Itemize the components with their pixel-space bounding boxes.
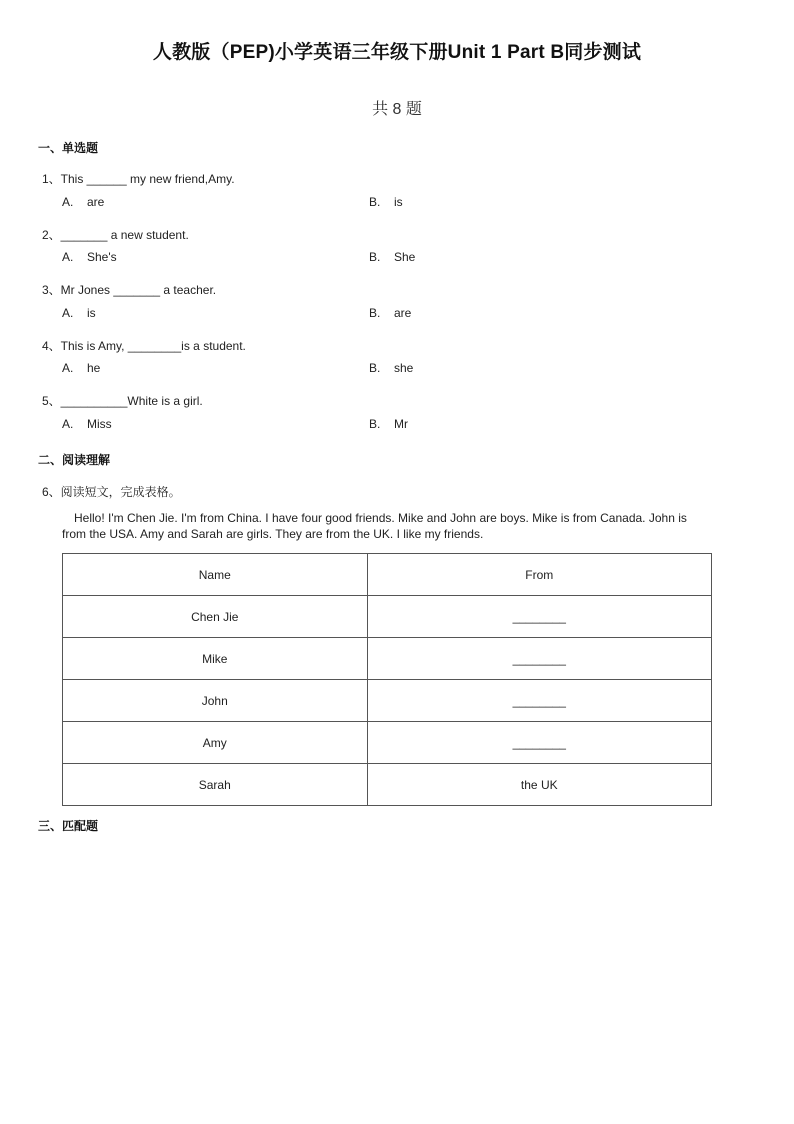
table-cell-answer-blank[interactable]: ________	[367, 680, 711, 722]
option-letter: A.	[62, 250, 74, 264]
question-count: 共 8 题	[372, 101, 422, 118]
section-heading-reading: 二、阅读理解	[38, 453, 111, 467]
option-text: she	[394, 361, 414, 375]
table-cell-name: Chen Jie	[63, 596, 368, 638]
question-2-option-a[interactable]	[62, 250, 117, 264]
question-4-option-b[interactable]	[369, 361, 413, 375]
option-text: She's	[87, 250, 117, 264]
table-header-name: Name	[63, 554, 368, 596]
question-1-option-a[interactable]	[62, 195, 104, 209]
question-5-option-a[interactable]	[62, 417, 112, 431]
option-letter: B.	[369, 195, 381, 209]
question-3-text: 3、Mr Jones _______ a teacher.	[42, 283, 217, 297]
question-3-option-b[interactable]	[369, 306, 411, 320]
option-text: is	[87, 306, 96, 320]
table-cell-answer-blank[interactable]: ________	[367, 596, 711, 638]
option-letter: B.	[369, 361, 381, 375]
option-text: Mr	[394, 417, 408, 431]
table-row	[63, 764, 712, 806]
question-1-text: 1、This ______ my new friend,Amy.	[42, 172, 235, 186]
option-text: is	[394, 195, 403, 209]
question-2-option-b[interactable]	[369, 250, 415, 264]
table-cell-name: Mike	[63, 638, 368, 680]
question-6-prompt: 6、阅读短文，完成表格。	[42, 485, 181, 499]
answer-table	[62, 553, 712, 806]
question-4-text: 4、This is Amy, ________is a student.	[42, 339, 246, 353]
option-text: are	[87, 195, 105, 209]
option-text: are	[394, 306, 412, 320]
table-row	[63, 596, 712, 638]
table-header-row	[63, 554, 712, 596]
question-2-text: 2、_______ a new student.	[42, 228, 189, 242]
table-cell-name: Amy	[63, 722, 368, 764]
option-letter: A.	[62, 417, 74, 431]
reading-passage: Hello! I'm Chen Jie. I'm from China. I have four good friends. Mike and John are boys. Mike is from Canada. John is from the USA. Amy and Sarah are girls. They are from the UK. I like my friends.	[62, 511, 687, 541]
table-cell-answer: the UK	[367, 764, 711, 806]
option-text: Miss	[87, 417, 112, 431]
question-5-text: 5、__________White is a girl.	[42, 394, 203, 408]
table-cell-answer-blank[interactable]: ________	[367, 638, 711, 680]
table-row	[63, 722, 712, 764]
table-cell-answer-blank[interactable]: ________	[367, 722, 711, 764]
option-letter: A.	[62, 361, 74, 375]
option-text: he	[87, 361, 101, 375]
table-row	[63, 680, 712, 722]
option-letter: B.	[369, 250, 381, 264]
table-header-from: From	[367, 554, 711, 596]
table-cell-name: Sarah	[63, 764, 368, 806]
question-1-option-b[interactable]	[369, 195, 403, 209]
option-text: She	[394, 250, 416, 264]
page-title: 人教版（PEP)小学英语三年级下册Unit 1 Part B同步测试	[152, 42, 642, 63]
question-5-option-b[interactable]	[369, 417, 408, 431]
question-4-option-a[interactable]	[62, 361, 100, 375]
option-letter: A.	[62, 306, 74, 320]
option-letter: A.	[62, 195, 74, 209]
question-3-option-a[interactable]	[62, 306, 96, 320]
section-heading-single-choice: 一、单选题	[38, 141, 99, 155]
option-letter: B.	[369, 306, 381, 320]
option-letter: B.	[369, 417, 381, 431]
table-row	[63, 638, 712, 680]
section-heading-matching: 三、匹配题	[38, 819, 99, 833]
table-cell-name: John	[63, 680, 368, 722]
